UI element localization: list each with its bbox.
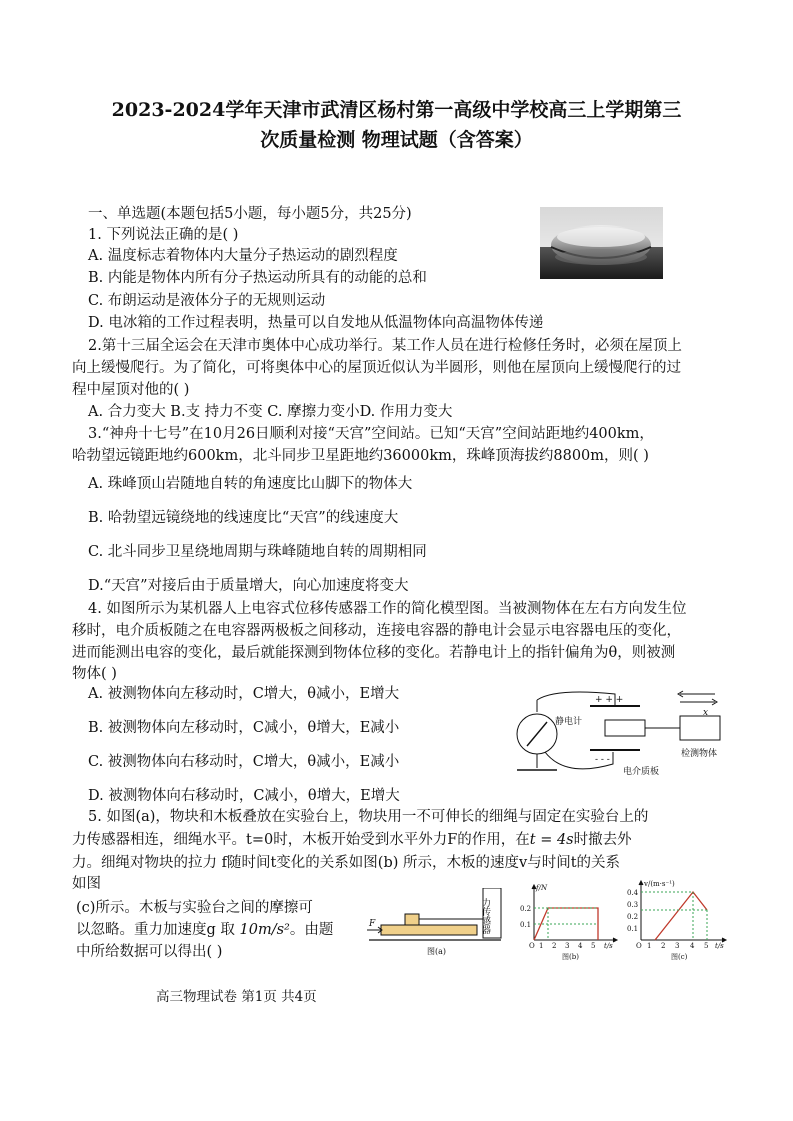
q4-line1: 4. 如图所示为某机器人上电容式位移传感器工作的简化模型图。当被测物体在左右方向发生位 (88, 601, 687, 617)
q5-line2-a: 力传感器相连，细绳水平。t=0时，木板开始受到水平外力F的作用，在 (72, 832, 530, 848)
fig-b-y2: 0.1 (520, 921, 532, 929)
q5-line7: 中所给数据可以得出( ) (76, 944, 223, 960)
figure-b (520, 882, 620, 962)
fig-c-x4: 4 (690, 942, 695, 950)
fig-c-y2: 0.3 (627, 901, 639, 909)
fig-c-x3: 3 (675, 942, 680, 950)
fig-b-x4: 4 (578, 942, 583, 950)
fig-c-x5: 5 (704, 942, 709, 950)
fig-b-x3: 3 (565, 942, 570, 950)
q1-option-a: A. 温度标志着物体内大量分子热运动的剧烈程度 (88, 248, 398, 264)
fig-c-caption: 图(c) (671, 953, 688, 961)
fig-c-x1: 1 (647, 942, 652, 950)
fig-b-ylabel: f/N (536, 884, 548, 892)
q3-option-a: A. 珠峰顶山岩随地自转的角速度比山脚下的物体大 (88, 476, 413, 492)
q5-line1: 5. 如图(a)，物块和木板叠放在实验台上，物块用一不可伸长的细绳与固定在实验台上的 (88, 809, 649, 825)
fig-c-y4: 0.1 (627, 925, 639, 933)
q3-option-d: D.“天宫”对接后由于质量增大，向心加速度将变大 (88, 578, 409, 594)
q1-option-c: C. 布朗运动是液体分子的无规则运动 (88, 293, 326, 309)
section-heading: 一、单选题(本题包括5小题，每小题5分，共25分) (88, 206, 412, 222)
fig-b-x1: 1 (539, 942, 544, 950)
paper-title-line2: 次质量检测 物理试题（含答案） (260, 129, 533, 151)
q5-line4: 如图 (72, 876, 101, 892)
q5-line5: (c)所示。木板与实验台之间的摩擦可 (76, 900, 313, 916)
fig-b-xlabel: t/s (604, 942, 613, 950)
fig-c-xlabel: t/s (715, 942, 724, 950)
fig-b-origin: O (529, 942, 535, 950)
q2-line3: 程中屋顶对他的( ) (72, 382, 190, 398)
x-label: x (703, 708, 709, 718)
fig-c-y3: 0.2 (627, 913, 639, 921)
q3-option-c: C. 北斗同步卫星绕地周期与珠峰随地自转的周期相同 (88, 544, 427, 560)
q3-line2: 哈勃望远镜距地约600km，北斗同步卫星距地约36000km，珠峰顶海拔约8800m，则( ) (72, 448, 649, 464)
stadium-photo (540, 207, 663, 279)
fig-c-x2: 2 (661, 942, 666, 950)
paper-title-line1: 2023-2024学年天津市武清区杨村第一高级中学校高三上学期第三 (111, 99, 682, 121)
fig-b-x5: 5 (591, 942, 596, 950)
figure-a-caption: 图(a) (427, 947, 447, 956)
q4-line3: 进而能测出电容的变化，最后就能探测到物体位移的变化。若静电计上的指针偏角为θ，则被测 (72, 645, 676, 661)
q5-line6-b: 。由题 (289, 922, 334, 938)
q5-line2-b: 时撤去外 (573, 832, 632, 848)
object-label: 检测物体 (681, 749, 718, 759)
q3-option-b: B. 哈勃望远镜绕地的线速度比“天宫”的线速度大 (88, 510, 399, 526)
q5-line6 (76, 920, 333, 940)
q4-option-c: C. 被测物体向右移动时，C增大，θ减小，E减小 (88, 754, 400, 770)
plate-charge-plus: + + + (595, 695, 624, 705)
q4-line4: 物体( ) (72, 666, 117, 682)
q4-line2: 移时，电介质板随之在电容器两极板之间移动，连接电容器的静电计会显示电容器电压的变化， (72, 623, 681, 639)
fig-c-ylabel: v/(m·s⁻¹) (644, 880, 675, 888)
q4-option-b: B. 被测物体向左移动时，C减小，θ增大，E减小 (88, 720, 400, 736)
q2-options: A. 合力变大 B.支 持力不变 C. 摩擦力变小D. 作用力变大 (88, 404, 453, 420)
q3-line1: 3.“神舟十七号”在10月26日顺利对接“天宫”空间站。已知“天宫”空间站距地约400km， (88, 426, 654, 442)
q2-line1: 2.第十三届全运会在天津市奥体中心成功举行。某工作人员在进行检修任务时，必须在屋顶上 (88, 338, 682, 354)
q5-g-math: 10m/s² (239, 922, 290, 938)
force-f-label: F (369, 919, 376, 929)
q2-line2: 向上缓慢爬行。为了简化，可将奥体中心的屋顶近似认为半圆形，则他在屋顶向上缓慢爬行的过 (72, 360, 681, 376)
fig-b-x2: 2 (552, 942, 557, 950)
q5-line6-a: 以忽略。重力加速度g 取 (76, 922, 240, 938)
q1-stem: 1. 下列说法正确的是( ) (88, 227, 239, 243)
q1-option-b: B. 内能是物体内所有分子热运动所具有的动能的总和 (88, 270, 427, 286)
fig-b-caption: 图(b) (562, 953, 579, 961)
q4-option-a: A. 被测物体向左移动时，C增大，θ减小，E增大 (88, 686, 400, 702)
capacitor-sensor-figure (495, 684, 735, 784)
fig-c-origin: O (636, 942, 642, 950)
dielectric-label: 电介质板 (623, 767, 660, 777)
q4-option-d: D. 被测物体向右移动时，C减小，θ增大，E增大 (88, 788, 400, 804)
fig-b-y1: 0.2 (520, 905, 532, 913)
q1-option-d: D. 电冰箱的工作过程表明，热量可以自发地从低温物体向高温物体传递 (88, 315, 544, 331)
q5-line3: 力。细绳对物块的拉力 f随时间t变化的关系如图(b) 所示，木板的速度v与时间t的关系 (72, 855, 621, 871)
q5-time-math: t = 4s (529, 832, 574, 848)
figure-c (625, 876, 730, 962)
figure-a (365, 888, 505, 960)
plate-charge-minus: - - - (595, 755, 610, 765)
q5-line2 (72, 830, 632, 850)
fig-c-y1: 0.4 (627, 889, 639, 897)
electrometer-label: 静电计 (555, 717, 583, 727)
force-sensor-label: 力传感器 (480, 898, 490, 934)
page-footer: 高三物理试卷 第1页 共4页 (156, 989, 317, 1005)
